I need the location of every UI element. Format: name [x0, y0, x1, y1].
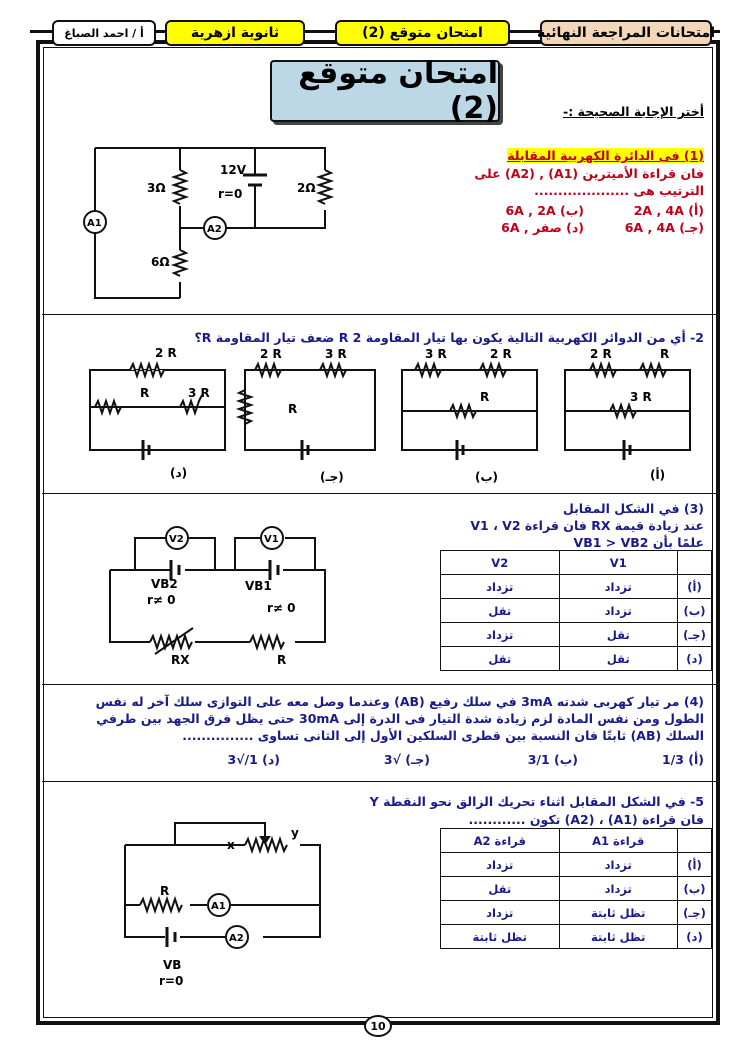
q3-row-d[interactable]: (د) تقل تقل — [441, 647, 712, 671]
q3-row-c[interactable]: (جـ) تقل تزداد — [441, 623, 712, 647]
q1-circuit-diagram — [75, 140, 340, 305]
q3-circuit-diagram — [105, 520, 330, 665]
page-title: امتحان متوقع (2) — [270, 60, 500, 122]
divider-1 — [42, 314, 716, 315]
q3-line-3: علمًا بأن VB1 > VB2 — [573, 535, 704, 550]
q5-r-label: R — [160, 884, 170, 898]
q5-circuit-diagram — [115, 815, 335, 990]
q5-head-a2: قراءة A2 — [441, 829, 560, 853]
q5-row-d[interactable]: (د) تظل ثابتة تظل ثابتة — [441, 925, 712, 949]
q3-table — [440, 550, 712, 671]
q2-label-a[interactable]: (أ) — [650, 468, 666, 482]
q5-r0-label: r=0 — [159, 974, 184, 988]
q2-text: 2- أي من الدوائر الكهربية التالية يكون بها تيار المقاومة R 2 ضعف تيار المقاومة R؟ — [194, 330, 704, 345]
q2-c-2r: 2 R — [260, 347, 282, 361]
q5-table — [440, 828, 712, 949]
q5-a1-label: A1 — [211, 901, 226, 912]
q2-a-r: R — [660, 347, 670, 361]
q4-text: (4) مر تيار كهربى شدته 3mA في سلك رفيع (AB) وعندما وصل معه على التوازى سلك آخر له نفس الطول ومن نفس المادة لزم زيادة شدة التيار فى الدرة إلى 30mA حتى يظل فرق الجهد بين طرفي السلك (AB) ثابتًا فان النسبة بين قطرى السلكين الأول إلى الثانى تساوى ............... — [95, 694, 704, 743]
q3-r1-label: r≠ 0 — [267, 601, 296, 615]
q2-a-2r: 2 R — [590, 347, 612, 361]
q3-line-1: (3) في الشكل المقابل — [562, 501, 704, 516]
q2-b-r: R — [480, 390, 490, 404]
q3-v2-label: V2 — [169, 534, 184, 545]
q1-text: فان قراءة الأميترين (A1) , (A2) على الترتيب هى .................... — [474, 166, 704, 198]
q2-b-2r: 2 R — [490, 347, 512, 361]
divider-3 — [42, 684, 716, 685]
q3-r2-label: r≠ 0 — [147, 593, 176, 607]
q3-vb2-label: VB2 — [151, 577, 178, 591]
header-school: ثانوية ازهرية — [165, 20, 305, 46]
q4-option-b[interactable]: (ب) 3/1 — [527, 752, 578, 767]
q4-option-d[interactable]: (د) 1/√3 — [227, 752, 280, 767]
q5-line-2: فان قراءة (A1) ، (A2) تكون ............ — [468, 812, 704, 827]
q1-option-c[interactable]: (جـ) 6A , 4A — [624, 220, 704, 235]
q1-option-b[interactable]: (ب) 6A , 2A — [505, 203, 584, 218]
q5-row-b[interactable]: (ب) تزداد تقل — [441, 877, 712, 901]
q2-d-2r: 2 R — [155, 346, 177, 360]
q2-d-r: R — [140, 386, 150, 400]
q2-c-r: R — [288, 402, 298, 416]
page-number: 10 — [364, 1015, 392, 1037]
q5-vb-label: VB — [163, 958, 182, 972]
q2-label-d[interactable]: (د) — [170, 466, 188, 480]
q5-y-label: y — [291, 826, 299, 840]
q5-head-a1: قراءة A1 — [559, 829, 678, 853]
q3-head-v1: V1 — [559, 551, 678, 575]
q3-rx-label: RX — [171, 653, 190, 665]
q5-row-c[interactable]: (جـ) تظل ثابتة تزداد — [441, 901, 712, 925]
q3-row-a[interactable]: (أ) تزداد تزداد — [441, 575, 712, 599]
q3-line-2: عند زيادة قيمة RX فان قراءة V1 ، V2 — [470, 518, 704, 533]
q2-label-c[interactable]: (جـ) — [320, 470, 344, 484]
q1-option-a[interactable]: (أ) 2A , 4A — [633, 203, 704, 218]
divider-4 — [42, 781, 716, 782]
q2-a-3r: 3 R — [630, 390, 652, 404]
q1-2ohm-label: 2Ω — [297, 181, 316, 195]
q4-option-c[interactable]: (جـ) √3 — [383, 752, 430, 767]
q1-r-label: r=0 — [218, 187, 243, 201]
header-exam: امتحان متوقع (2) — [335, 20, 510, 46]
q1-option-d[interactable]: (د) صفر , 6A — [501, 220, 584, 235]
q2-c-3r: 3 R — [325, 347, 347, 361]
q5-row-a[interactable]: (أ) تزداد تزداد — [441, 853, 712, 877]
q1-a2-label: A2 — [207, 224, 222, 235]
q5-a2-label: A2 — [229, 933, 244, 944]
q5-line-1: 5- في الشكل المقابل اثناء تحريك الزالق نحو النقطة Y — [369, 794, 704, 809]
q3-head-v2: V2 — [441, 551, 560, 575]
q1-a1-label: A1 — [87, 218, 102, 229]
q2-label-b[interactable]: (ب) — [475, 470, 499, 484]
q1-6ohm-label: 6Ω — [151, 255, 170, 269]
q2-circuits — [80, 345, 700, 485]
q3-v1-label: V1 — [264, 534, 279, 545]
q2-b-3r: 3 R — [425, 347, 447, 361]
q1-3ohm-label: 3Ω — [147, 181, 166, 195]
q3-row-b[interactable]: (ب) تزداد تقل — [441, 599, 712, 623]
divider-2 — [42, 493, 716, 494]
q3-vb1-label: VB1 — [245, 579, 272, 593]
q5-x-label: x — [227, 838, 235, 852]
q3-r-label: R — [277, 653, 287, 665]
q1-heading: (1) فى الدائرة الكهربية المقابلة — [507, 148, 704, 163]
q1-emf-label: 12V — [220, 163, 246, 177]
header-series: امتحانات المراجعة النهائية — [540, 20, 712, 46]
q2-d-3r: 3 R — [188, 386, 210, 400]
q4-option-a[interactable]: (أ) 1/3 — [661, 752, 704, 767]
header-teacher: أ / احمد الصباغ — [52, 20, 156, 46]
instruction: أختر الإجابة الصحيحة :- — [563, 104, 704, 119]
